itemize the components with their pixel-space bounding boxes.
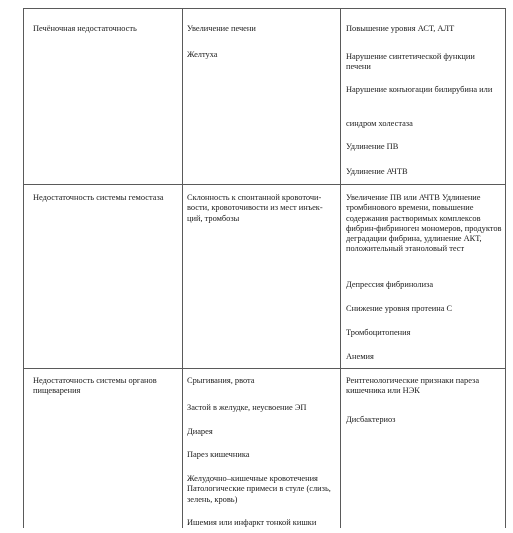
table-border-left: [23, 8, 24, 528]
table-divider-col1: [182, 8, 183, 528]
clinical-sign: Застой в желудке, неусвоение ЭП: [187, 403, 307, 412]
table-row-divider-2: [23, 368, 506, 369]
clinical-sign: Парез кишечника: [187, 450, 250, 459]
clinical-sign: Ишемия или инфаркт тонкой кишки: [187, 518, 317, 527]
lab-finding: Депрессия фибринолиза: [346, 280, 434, 289]
lab-finding: синдром холестаза: [346, 119, 413, 128]
clinical-sign: Увеличение печени: [187, 24, 256, 33]
table-cell-system: [33, 376, 178, 397]
clinical-sign: Диарея: [187, 427, 213, 436]
table-border-right: [505, 8, 506, 528]
table-cell-clinical: [187, 193, 337, 224]
table-border-top: [23, 8, 506, 9]
lab-finding: Дисбактериоз: [346, 415, 396, 424]
table-cell-system: [33, 24, 178, 34]
table-row-divider-1: [23, 184, 506, 185]
system-name: Печёночная недостаточность: [33, 24, 137, 33]
clinical-sign: Склонность к спонтанной кровоточи-вости, кровоточивости из мест инъек-ций, тромбозы: [187, 193, 323, 223]
clinical-sign: Срыгивания, рвота: [187, 376, 255, 385]
lab-finding: Удлинение АЧТВ: [346, 167, 408, 176]
table-cell-system: [33, 193, 178, 203]
lab-finding: Тромбоцитопения: [346, 328, 411, 337]
lab-finding: Нарушение синтетической функции печени: [346, 52, 475, 72]
lab-finding: Нарушение конъюгации билирубина или: [346, 85, 493, 94]
system-name: Недостаточность системы органов пищеварения: [33, 376, 157, 396]
lab-finding: Анемия: [346, 352, 374, 361]
lab-finding: Снижение уровня протеина С: [346, 304, 453, 313]
lab-finding: Повышение уровня АСТ, АЛТ: [346, 24, 455, 33]
lab-finding: Удлинение ПВ: [346, 142, 399, 151]
clinical-sign: Желудочно–кишечные кровотечения Патологические примеси в стуле (слизь, зелень, кровь): [187, 474, 331, 504]
table-divider-col2: [340, 8, 341, 528]
system-name: Недостаточность системы гемостаза: [33, 193, 164, 202]
lab-finding: Увеличение ПВ или АЧТВ Удлинение тромбинового времени, повышение содержания растворимых комплексов фибрин-фибриноген мономеров, продуктов деградации фибрина, удлинение АКТ, положительный этаноловый тест: [346, 193, 502, 254]
lab-finding: Рентгенологические признаки пареза кишечника или НЭК: [346, 376, 480, 396]
clinical-sign: Желтуха: [187, 50, 218, 59]
